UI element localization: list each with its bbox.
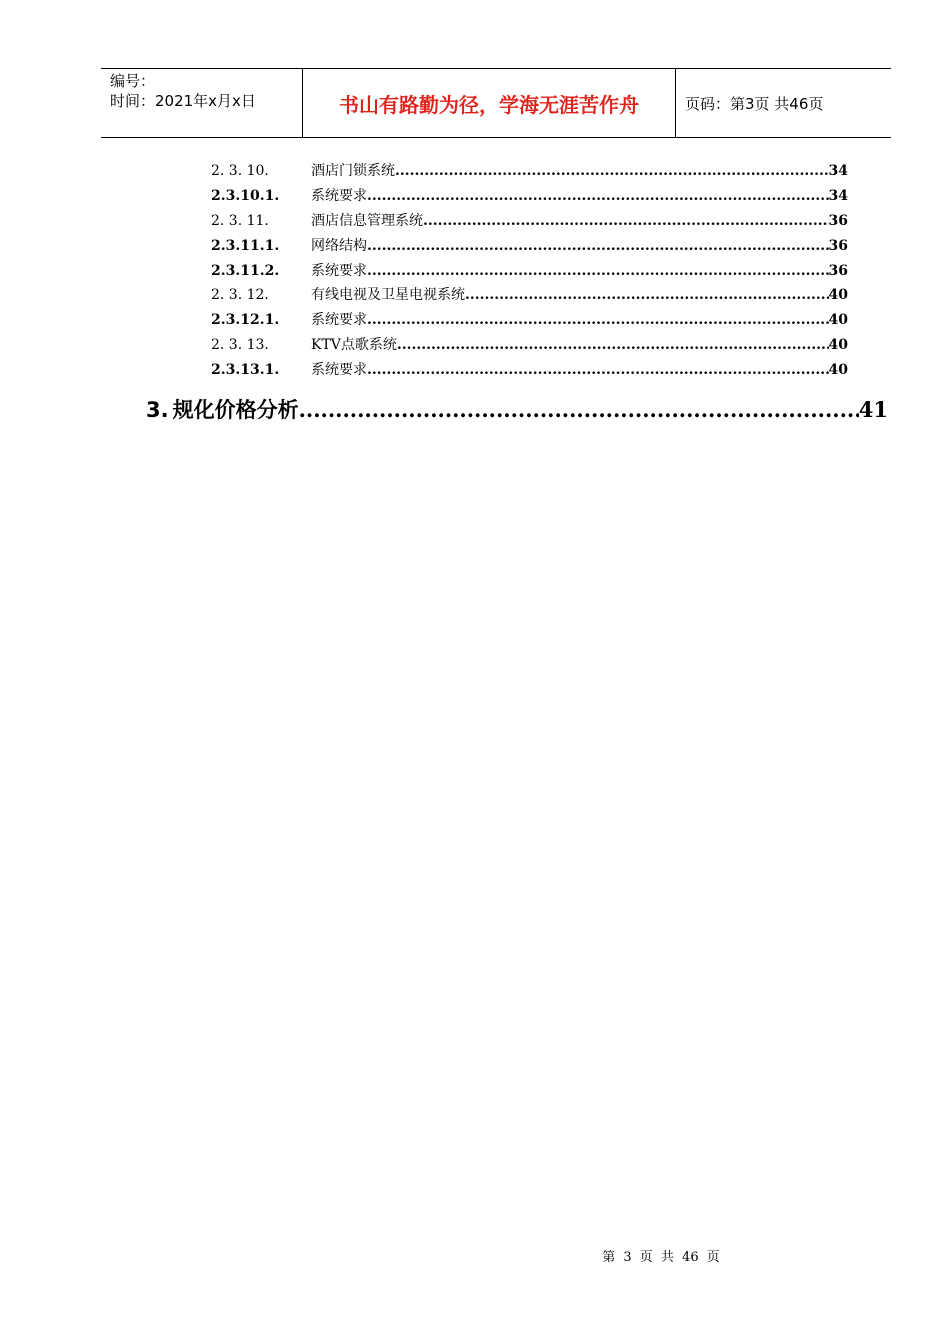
toc-entry-title: 系统要求 — [311, 362, 367, 379]
toc-entry[interactable] — [211, 334, 848, 359]
toc-entry-page: 34 — [828, 163, 848, 179]
serial-label: 编号： — [110, 72, 156, 90]
toc-main-page: 41 — [858, 397, 888, 422]
header-page-info: 页码：第3页 共46页 — [685, 94, 824, 113]
toc-entry-page: 40 — [828, 362, 848, 379]
toc-entry-number: 2.3.11.1. — [211, 237, 280, 254]
toc-entry-leader — [367, 188, 829, 204]
page-footer — [0, 1246, 950, 1265]
toc-entry-title: 有线电视及卫星电视系统 — [311, 287, 465, 304]
toc-entry-title: 酒店门锁系统 — [311, 163, 395, 179]
toc-entry[interactable] — [211, 185, 848, 210]
toc-entry-leader — [423, 213, 829, 229]
toc-entry-leader — [465, 287, 829, 303]
toc-entry-title: 系统要求 — [311, 262, 367, 279]
toc-entry-title: KTV点歌系统 — [311, 337, 397, 354]
toc-entry-number: 2. 3. 11. — [211, 212, 269, 229]
toc-main-leader — [299, 397, 859, 422]
toc-entry-title: 网络结构 — [311, 237, 367, 254]
toc-entry-leader — [367, 362, 829, 378]
page-header — [101, 68, 891, 138]
toc-entry-page: 36 — [828, 262, 848, 279]
toc-entry-number: 2. 3. 13. — [211, 337, 269, 354]
toc-entry[interactable] — [211, 359, 848, 384]
toc-entry-number: 2.3.11.2. — [211, 262, 280, 279]
toc-entry-page: 40 — [828, 312, 848, 329]
toc-entry-title: 系统要求 — [311, 312, 367, 329]
toc-entry-page: 36 — [828, 237, 848, 254]
toc-entry-page: 40 — [828, 337, 848, 354]
toc-entry-number: 2. 3. 10. — [211, 163, 269, 179]
toc-entry[interactable] — [211, 309, 848, 334]
header-motto: 书山有路勤为径，学海无涯苦作舟 — [302, 69, 676, 137]
toc-entry-number: 2.3.10.1. — [211, 187, 280, 204]
toc-entry-number: 2.3.12.1. — [211, 312, 280, 329]
table-of-contents — [211, 160, 848, 384]
toc-entry-number: 2.3.13.1. — [211, 362, 280, 379]
toc-entry[interactable] — [211, 160, 848, 185]
toc-entry-leader — [367, 238, 829, 254]
header-meta — [101, 69, 302, 137]
toc-main-title: 规化价格分析 — [172, 397, 299, 422]
toc-entry[interactable] — [211, 284, 848, 309]
toc-entry-title: 酒店信息管理系统 — [311, 212, 423, 229]
toc-entry-page: 34 — [828, 187, 848, 204]
toc-entry-title: 系统要求 — [311, 187, 367, 204]
toc-entry-number: 2. 3. 12. — [211, 287, 269, 304]
toc-entry-leader — [395, 163, 829, 179]
toc-entry[interactable] — [211, 260, 848, 285]
toc-entry-leader — [397, 337, 829, 353]
toc-main-entry[interactable] — [146, 394, 888, 424]
time-label: 时间：2021年x月x日 — [110, 92, 256, 110]
toc-main-number: 3. — [146, 398, 169, 422]
footer-page-number: 第 3 页 共 46 页 — [602, 1250, 720, 1265]
toc-entry-leader — [367, 263, 829, 279]
toc-entry-leader — [367, 312, 829, 328]
toc-entry-page: 36 — [828, 212, 848, 229]
toc-entry[interactable] — [211, 210, 848, 235]
toc-entry[interactable] — [211, 235, 848, 260]
toc-entry-page: 40 — [828, 287, 848, 304]
